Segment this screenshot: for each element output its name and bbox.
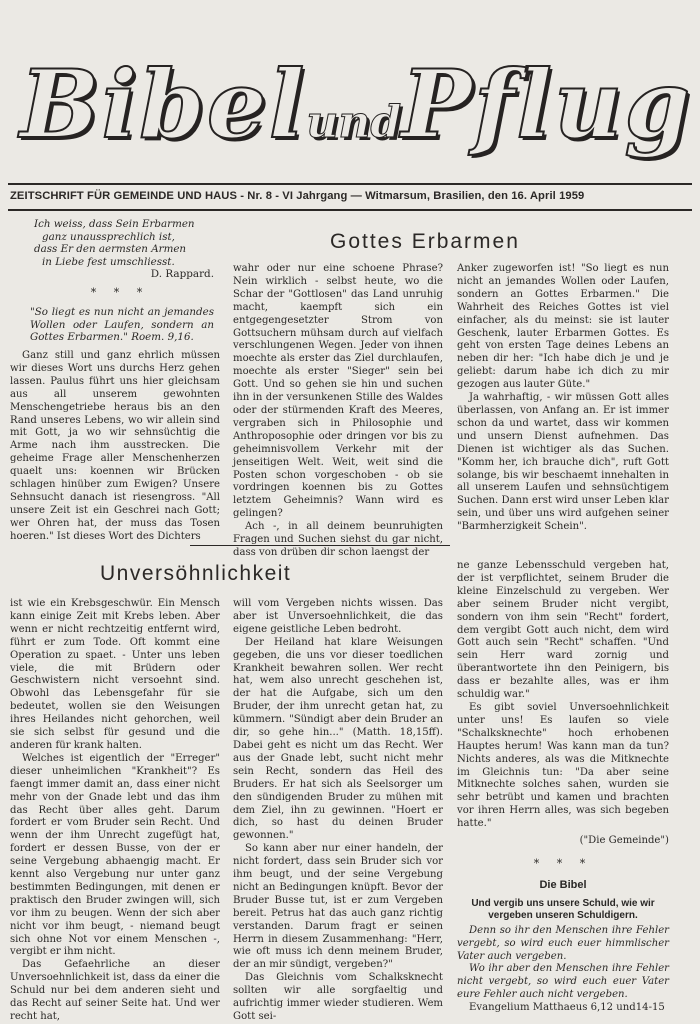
paragraph: Der Heiland hat klare Weisungen gegeben, die uns vor dieser toedlichen Krankheit bewahren sollen. Wer recht hat, wem also unrecht geschehen ist, der hat die Aufgabe, sich um den Bruder, der ihm unrecht getan hat, zu kümmern. "Sündigt aber dein Bruder an dir, so gehe hin..." (Matth. 18,15ff). Dabei geht es nicht um das Recht. Wer aus der Gnade lebt, sucht nicht mehr sein Recht, sondern das Heil des Bruders. Er hat sich als Seelsorger um den sündigenden Bruder zu mühen mit dem Ziel, ihn zu gewinnen. "Hoert er dich, so hast du deinen Bruder gewonnen." (233, 636, 443, 842)
verse-line: Ich weiss, dass Sein Erbarmen (34, 218, 195, 230)
paragraph: Ja wahrhaftig, - wir müssen Gott alles überlassen, von Anfang an. Er ist immer schon da und wartet, dass wir kommen und unsern Dienst aufnehmen. Das Dienen ist wichtiger als das Suchen. "Komm her, ich brauche dich", ruft Gott solange, bis wir beschaemt innehalten in all unserem Laufen und sehnsüchtigem Suchen. Dann erst wird unser Leben klar sein, und über uns wird aufgehen seiner "Barmherzigkeit Schein". (457, 392, 669, 533)
article2-col1 (10, 598, 220, 1024)
source-credit: ("Die Gemeinde") (579, 835, 669, 847)
paragraph: Das Gleichnis vom Schalksknecht sollten wir alle sorgfaeltig und aufrichtig immer wieder studieren. Wem Gott sei- (233, 972, 443, 1022)
masthead-title: BibelundPflug (20, 50, 693, 160)
verse-line: ganz unaussprechlich ist, (42, 230, 175, 243)
bibel-reference: Evangelium Matthaeus 6,12 und14-15 (469, 1002, 665, 1014)
paragraph: So kann aber nur einer handeln, der nicht fordert, dass sein Bruder sich vor ihm beugt, und der seine Vergebung nicht an Bedingungen knüpft. Bevor der Bruder Busse tut, ist er zum Vergeben bereit. Petrus hat das auch ganz richtig verstanden. Darum fragt er seinen Herrn in diesem Zusammenhang: "Herr, wie oft muss ich denn meinem Bruder, der an mir sündigt, vergeben?" (233, 843, 443, 971)
motto-quote: "So liegt es nun nicht an jemandes Wollen oder Laufen, sondern an Gottes Erbarmen." Roem. 9,16. (30, 306, 214, 344)
verse-line: dass Er den aermsten Armen (34, 243, 187, 256)
article-title-unversoehnlichkeit: Unversöhnlichkeit (100, 562, 292, 585)
article1-col2 (233, 263, 443, 560)
stars-divider: * * * (533, 856, 593, 870)
die-bibel-title: Die Bibel (539, 878, 587, 891)
paragraph: wahr oder nur eine schoene Phrase? Nein wirklich - selbst heute, wo die Schar der "Gottlosen" das Land unruhig macht, kaempft sich ein entgegengesetzter Strom von Gottsuchern mühsam durch auf vielfach verschlungenen Wegen. Jeder von ihnen moechte als erster das Ziel durchlaufen, moechte als erster "Sieger" sein bei Gott. Und so gehen sie hin und suchen ihn in der versunkenen Stille des Waldes oder der stürmenden Kraft des Meeres, vergraben sich in Philosophie und Anthroposophie oder dringen vor bis zu geheimnisvollem Verkehr mit der jenseitigen Welt. Weit, weit sind die Posten schon vorgeschoben - ob sie vordringen koennen bis zu Gottes letztem Geheimnis? Wann wird es gelingen? (233, 263, 443, 520)
paragraph: Ach -, in all deinem beunruhigten Fragen und Suchen siehst du gar nicht, dass von drüben dir schon laengst der (233, 521, 443, 558)
paragraph: Anker zugeworfen ist! "So liegt es nun nicht an jemandes Wollen oder Laufen, sondern an Gottes Erbarmen." Die Wahrheit des Reiches Gottes ist viel einfacher, als du meinst: sie ist lauter Geschenk, lauter Erbarmen Gottes. Es geht von ersten Tage deines Lebens an neben dir her: "Ich habe dich je und je geliebt: darum habe ich dich zu mir gezogen aus lauter Güte." (457, 263, 669, 391)
paragraph: Welches ist eigentlich der "Erreger" dieser unheimlichen "Krankheit"? Es faengt immer damit an, dass einer nicht mehr von der Gnade lebt und das ihm das Recht über alles geht. Darum fordert er vom Bruder sein Recht. Und wenn der ihm Unrecht zugefügt hat, fordert er dessen Busse, von der er seine Vergebung abhaengig macht. Er kennt also Vergebung nur unter ganz bestimmten Bedingungen, mit denen er praktisch den Bruder zwingen will, sich vor ihm zu beugen. Wenn der sich aber nicht vor ihm beugt, - niemand beugt sich ohne Not vor einem Menschen -, vergibt er ihm nicht. (10, 752, 220, 958)
article1-col3 (457, 263, 669, 534)
section-rule (190, 545, 450, 546)
paragraph: Es gibt soviel Unversoehnlichkeit unter uns! Es laufen so viele "Schalksknechte" hoch erhobenen Hauptes herum! Was kann man da tun? Nichts anderes, als was die Mitknechte im Gleichnis tun: "Da aber seine Mitknechte solches sahen, wurden sie sehr betrübt und kamen und brachten vor ihren Herrn alles, was sich begeben hatte." (457, 701, 669, 830)
verse-author: D. Rappard. (150, 268, 214, 281)
rule-top (8, 183, 692, 185)
paragraph: ne ganze Lebensschuld vergeben hat, der ist verpflichtet, seinem Bruder die kleine Einzelschuld zu vergeben. Wer aber seinem Bruder nicht vergibt, sondern von ihm sein "Recht" fordert, dem vergibt Gott auch nicht, dem wird Gott auch sein "Recht" schaffen. "Und sein Herr ward zornig und überantwortete ihn den Peinigern, bis dass er bezahlte alles, was er ihm schuldig war." (457, 560, 669, 701)
motto-block (20, 218, 220, 344)
bibel-verse: Wo ihr aber den Menschen ihre Fehler nicht vergebt, so wird euch euer Vater eure Fehler auch nicht vergeben. (457, 963, 669, 1001)
stars-divider: * * * (90, 286, 150, 300)
paragraph: Ganz still und ganz ehrlich müssen wir dieses Wort uns durchs Herz gehen lassen. Paulus führt uns hier gleichsam aus all unserem gewohnten Menschengetriebe heraus bis an den Rand unseres Lebens, wo wir allein sind mit Gott, ja wo wir sehnsüchtig die Arme nach ihm ausstrecken. Die geheime Frage aller Menschenherzen quaelt uns: koennen wir Brücken schlagen hinüber zum Ewigen? Unsere Sehnsucht danach ist riesengross. "All unsere Zeit ist ein Geschrei nach Gott; wer Ohren hat, der muss das Tosen hoeren." Ist dieses Wort des Dichters (10, 350, 220, 542)
article2-col3 (457, 560, 669, 1015)
masthead (20, 30, 693, 180)
article2-col2 (233, 598, 443, 1024)
paragraph: Das Gefaehrliche an dieser Unversoehnlichkeit ist, dass da einer die Schuld nur bei dem anderen sieht und das Recht auf seiner Seite hat. Und wer recht hat, (10, 959, 220, 1022)
paragraph: ist wie ein Krebsgeschwür. Ein Mensch kann einige Zeit mit Krebs leben. Aber wenn er nicht rechtzeitig entfernt wird, führt er zum Tode. Oft kommt eine Operation zu spaet. - Unter uns leben viele, die mit Brüdern oder Geschwistern nicht versoehnt sind. Obwohl das Lebensgefahr für sie bedeutet, wollen sie den Weisungen ihres Heilandes nicht gehorchen, weil sie sich selbst für gesund und die anderen für krank halten. (10, 598, 220, 751)
paragraph: will vom Vergeben nichts wissen. Das aber ist Unversoehnlichkeit, die das eigene geistliche Leben bedroht. (233, 598, 443, 635)
bibel-verse: Denn so ihr den Menschen ihre Fehler vergebt, so wird euch euer himmlischer Vater auch vergeben. (457, 924, 669, 962)
article-title-gottes-erbarmen: Gottes Erbarmen (330, 230, 520, 253)
bibel-prayer-line: Und vergib uns unsere Schuld, wie wir vergeben unseren Schuldigern. (471, 897, 655, 922)
issue-line: ZEITSCHRIFT FÜR GEMEINDE UND HAUS - Nr. 8 - VI Jahrgang — Witmarsum, Brasilien, den 16. April 1959 (10, 190, 585, 202)
motto-verse (20, 218, 220, 268)
verse-line: in Liebe fest umschliesst. (42, 255, 175, 268)
rule-bottom (8, 209, 692, 211)
article1-col1 (10, 350, 220, 544)
